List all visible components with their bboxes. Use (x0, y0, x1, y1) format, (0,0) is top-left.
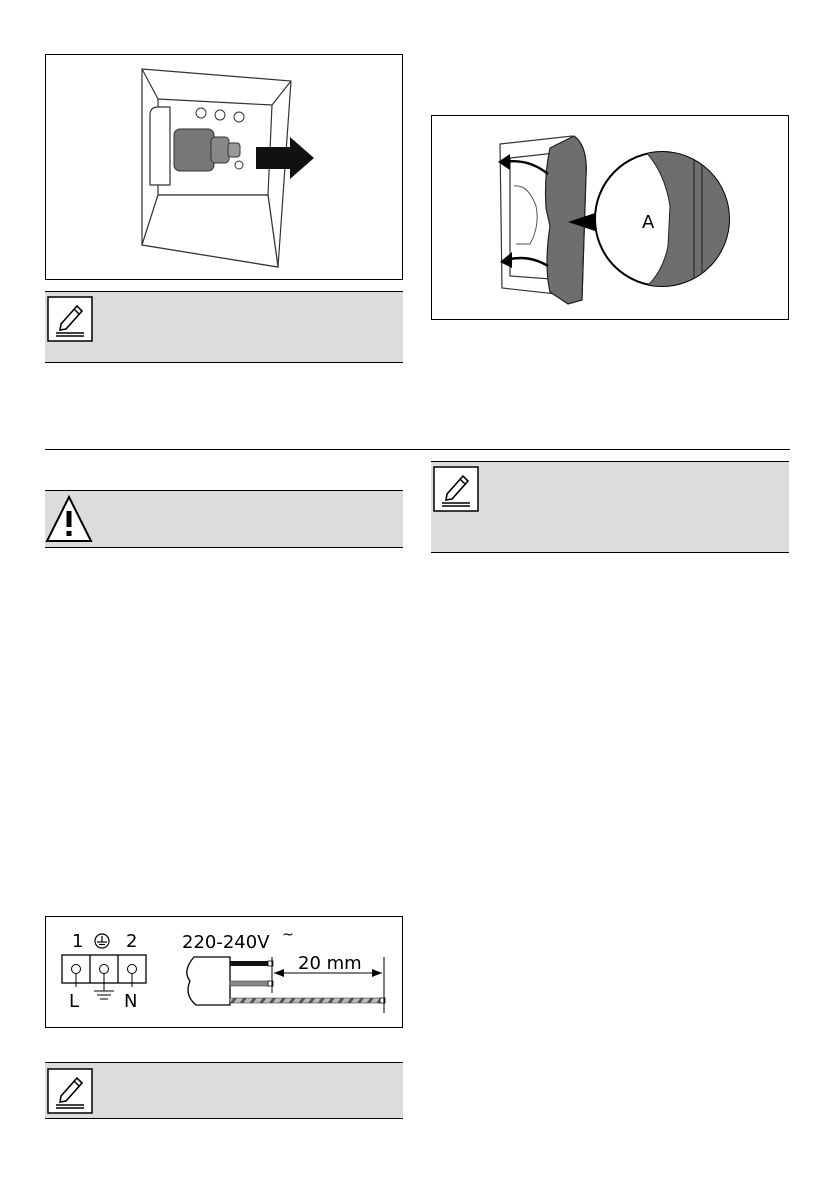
strip-length-label: 20 mm (298, 953, 362, 974)
pencil-note-icon (47, 1068, 93, 1114)
pencil-note-icon (47, 296, 93, 342)
glass-cover-figure (431, 115, 789, 320)
terminal-number-1: 1 (72, 931, 84, 952)
note-box-right (431, 461, 789, 553)
voltage-ac-symbol: ~ (282, 927, 294, 943)
earth-symbol-icon (95, 934, 109, 948)
warning-triangle-icon (45, 493, 93, 545)
terminal-letter-l: L (69, 991, 80, 1012)
terminal-letter-n: N (124, 991, 138, 1012)
wiring-diagram-figure (45, 916, 403, 1028)
pencil-note-icon (433, 466, 479, 512)
note-box (45, 291, 403, 363)
detail-label: A (642, 212, 655, 233)
note-box-bottom (45, 1062, 403, 1119)
warning-box (45, 490, 403, 548)
lamp-removal-figure (45, 54, 403, 280)
voltage-label: 220-240V (182, 932, 270, 953)
terminal-number-2: 2 (126, 931, 138, 952)
section-divider (45, 449, 790, 450)
